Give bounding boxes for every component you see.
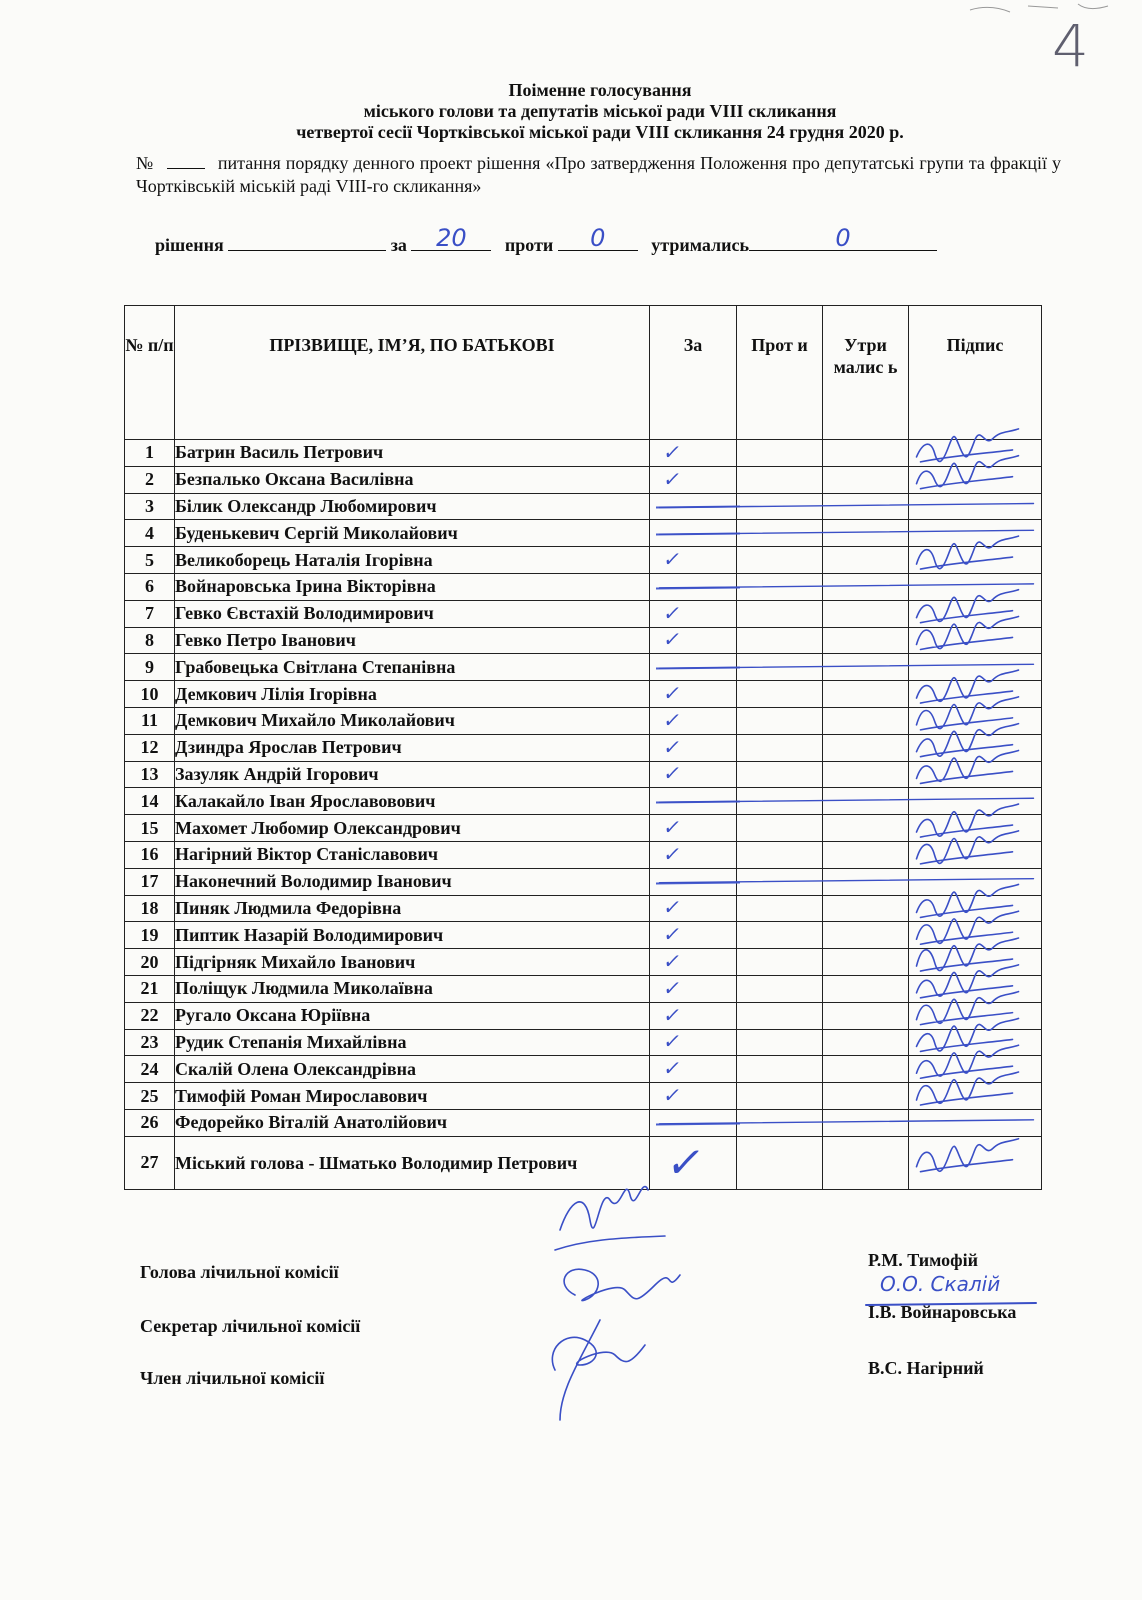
vote-for-cell: [650, 975, 737, 1002]
vote-against-cell: [737, 975, 823, 1002]
vote-abstained-cell: [823, 1136, 909, 1189]
deputy-name: Буденькевич Сергій Миколайович: [175, 520, 650, 547]
deputy-name: Підгірняк Михайло Іванович: [175, 949, 650, 976]
row-number: 10: [125, 681, 175, 708]
signature-cell: [909, 895, 1042, 922]
table-header-row: [125, 306, 1042, 440]
vote-for-cell: [650, 547, 737, 574]
deputy-name: Дзиндра Ярослав Петрович: [175, 734, 650, 761]
vote-for-cell: [650, 868, 737, 895]
signature-cell: [909, 1002, 1042, 1029]
deputy-name: Пиняк Людмила Федорівна: [175, 895, 650, 922]
signature-cell: [909, 440, 1042, 467]
vote-against-cell: [737, 788, 823, 815]
row-number: 13: [125, 761, 175, 788]
vote-for-cell: [650, 573, 737, 600]
row-number: 18: [125, 895, 175, 922]
vote-abstained-cell: [823, 681, 909, 708]
vote-abstained-cell: [823, 707, 909, 734]
signature-cell: [909, 520, 1042, 547]
vote-for-cell: [650, 1083, 737, 1110]
signature-cell: [909, 1109, 1042, 1136]
row-number: 9: [125, 654, 175, 681]
signature-cell: [909, 1083, 1042, 1110]
signature-cell: [909, 788, 1042, 815]
row-number: 22: [125, 1002, 175, 1029]
vote-abstained-cell: [823, 868, 909, 895]
vote-against-cell: [737, 440, 823, 467]
vote-for-cell: [650, 466, 737, 493]
checkmark-icon: ✓: [661, 761, 684, 786]
vote-for-cell: [650, 1109, 737, 1136]
signature-cell: [909, 573, 1042, 600]
vote-for-cell: [650, 734, 737, 761]
table-row: [125, 761, 1042, 788]
deputy-name: Великоборець Наталія Ігорівна: [175, 547, 650, 574]
deputy-name: Скалій Олена Олександрівна: [175, 1056, 650, 1083]
vote-abstained-cell: [823, 627, 909, 654]
col-header-against: Прот и: [737, 306, 823, 440]
checkmark-icon: ✓: [661, 975, 684, 1000]
row-number: 23: [125, 1029, 175, 1056]
chair-name: Р.М. Тимофій: [868, 1250, 979, 1270]
checkmark-icon: ✓: [661, 815, 684, 840]
table-row: [125, 1109, 1042, 1136]
table-row: [125, 600, 1042, 627]
table-row: [125, 788, 1042, 815]
deputy-name: Міський голова - Шматько Володимир Петрович: [175, 1136, 650, 1189]
row-number: 6: [125, 573, 175, 600]
table-body: [125, 440, 1042, 1190]
checkmark-icon: ✓: [661, 1029, 684, 1054]
commission-signature-1: [555, 1187, 665, 1250]
deputy-name: Батрин Василь Петрович: [175, 440, 650, 467]
deputy-name: Войнаровська Ірина Вікторівна: [175, 573, 650, 600]
signature-cell: [909, 707, 1042, 734]
vote-for-cell: [650, 815, 737, 842]
vote-for-cell: [650, 1136, 737, 1189]
vote-for-cell: [650, 681, 737, 708]
vote-against-cell: [737, 1136, 823, 1189]
row-number: 19: [125, 922, 175, 949]
absent-dash-line: [656, 667, 740, 670]
table-row: [125, 440, 1042, 467]
for-label: за: [390, 235, 407, 255]
checkmark-icon: ✓: [661, 1083, 684, 1108]
vote-against-cell: [737, 1056, 823, 1083]
against-field: [558, 224, 638, 252]
vote-abstained-cell: [823, 1002, 909, 1029]
member-label: Член лічильної комісії: [140, 1368, 325, 1388]
col-header-num: № п/п: [125, 306, 175, 440]
table-row: [125, 1029, 1042, 1056]
handwritten-page-number: 4: [1052, 12, 1089, 80]
abstained-field: [749, 224, 937, 252]
vote-abstained-cell: [823, 440, 909, 467]
table-row: [125, 1056, 1042, 1083]
vote-abstained-cell: [823, 654, 909, 681]
row-number: 4: [125, 520, 175, 547]
signature-cell: [909, 868, 1042, 895]
checkmark-icon: ✓: [661, 681, 684, 706]
checkmark-icon: ✓: [661, 466, 684, 491]
deputy-name: Тимофій Роман Мирославович: [175, 1083, 650, 1110]
decision-blank: [228, 232, 386, 251]
col-header-name: ПРІЗВИЩЕ, ІМ’Я, ПО БАТЬКОВІ: [175, 306, 650, 440]
absent-dash-line: [656, 801, 740, 804]
deputy-name: Безпалько Оксана Василівна: [175, 466, 650, 493]
row-number: 3: [125, 493, 175, 520]
signature-cell: [909, 493, 1042, 520]
deputy-name: Демкович Михайло Миколайович: [175, 707, 650, 734]
vote-for-cell: [650, 1002, 737, 1029]
vote-abstained-cell: [823, 573, 909, 600]
deputy-name: Нагірний Віктор Станіславович: [175, 841, 650, 868]
decision-label: рішення: [155, 235, 224, 255]
absent-dash-line: [656, 1122, 740, 1125]
vote-against-cell: [737, 815, 823, 842]
vote-for-cell: [650, 788, 737, 815]
question-text: питання порядку денного проект рішення «Про затвердження Положення про депутатські групи та фракції у Чортківській міській раді VIII-го скликання»: [136, 153, 1062, 196]
secretary-replacement-note: О.О. Скалій: [880, 1272, 1001, 1296]
signature-cell: [909, 949, 1042, 976]
table-row: [125, 1083, 1042, 1110]
chair-label: Голова лічильної комісії: [140, 1262, 339, 1282]
table-row: [125, 895, 1042, 922]
deputy-name: Грабовецька Світлана Степанівна: [175, 654, 650, 681]
row-number: 7: [125, 600, 175, 627]
against-value: 0: [590, 224, 606, 252]
signature-cell: [909, 1136, 1042, 1189]
vote-against-cell: [737, 600, 823, 627]
agenda-question: [136, 150, 1061, 198]
vote-against-cell: [737, 949, 823, 976]
secretary-label: Секретар лічильної комісії: [140, 1316, 361, 1336]
for-value: 20: [436, 224, 467, 252]
table-row: [125, 815, 1042, 842]
vote-for-cell: [650, 520, 737, 547]
signature-cell: [909, 1056, 1042, 1083]
checkmark-icon: ✓: [661, 734, 684, 759]
deputy-name: Калакайло Іван Ярославовович: [175, 788, 650, 815]
vote-against-cell: [737, 922, 823, 949]
vote-for-cell: [650, 707, 737, 734]
vote-abstained-cell: [823, 975, 909, 1002]
vote-result-line: [155, 224, 1055, 256]
checkmark-icon: ✓: [661, 1002, 684, 1027]
table-row: [125, 681, 1042, 708]
absent-dash-line: [656, 506, 740, 509]
deputy-name: Гевко Євстахій Володимирович: [175, 600, 650, 627]
checkmark-icon: ✓: [661, 922, 684, 947]
vote-for-cell: [650, 841, 737, 868]
signature-cell: [909, 1029, 1042, 1056]
vote-for-cell: [650, 1056, 737, 1083]
table-row: [125, 547, 1042, 574]
table-row: [125, 654, 1042, 681]
member-name: В.С. Нагірний: [868, 1358, 984, 1378]
vote-for-cell: [650, 922, 737, 949]
signature-cell: [909, 734, 1042, 761]
row-number: 24: [125, 1056, 175, 1083]
row-number: 25: [125, 1083, 175, 1110]
checkmark-icon: ✓: [661, 841, 684, 866]
table-row: [125, 841, 1042, 868]
vote-abstained-cell: [823, 895, 909, 922]
vote-for-cell: [650, 493, 737, 520]
for-field: [411, 224, 491, 252]
checkmark-icon: ✓: [662, 1137, 709, 1187]
header-line-3: четвертої сесії Чортківської міської ради VIII скликання 24 грудня 2020 р.: [296, 122, 904, 142]
vote-against-cell: [737, 1083, 823, 1110]
checkmark-icon: ✓: [661, 547, 684, 572]
vote-abstained-cell: [823, 734, 909, 761]
vote-abstained-cell: [823, 1083, 909, 1110]
vote-abstained-cell: [823, 761, 909, 788]
checkmark-icon: ✓: [661, 949, 684, 974]
signature-cell: [909, 654, 1042, 681]
vote-against-cell: [737, 520, 823, 547]
vote-for-cell: [650, 761, 737, 788]
absent-dash-line: [656, 586, 740, 589]
row-number: 5: [125, 547, 175, 574]
deputy-name: Демкович Лілія Ігорівна: [175, 681, 650, 708]
table-row: [125, 1002, 1042, 1029]
absent-dash-line: [656, 881, 740, 884]
vote-abstained-cell: [823, 815, 909, 842]
document-header: [140, 80, 1060, 143]
col-header-for: За: [650, 306, 737, 440]
table-row: [125, 493, 1042, 520]
against-label: проти: [504, 235, 554, 255]
deputy-name: Поліщук Людмила Миколаївна: [175, 975, 650, 1002]
deputy-name: Білик Олександр Любомирович: [175, 493, 650, 520]
vote-against-cell: [737, 627, 823, 654]
vote-against-cell: [737, 493, 823, 520]
abstained-label: утримались: [651, 235, 749, 255]
signature-cell: [909, 922, 1042, 949]
deputy-name: Федорейко Віталій Анатолійович: [175, 1109, 650, 1136]
deputy-name: Гевко Петро Іванович: [175, 627, 650, 654]
row-number: 20: [125, 949, 175, 976]
signature-cell: [909, 975, 1042, 1002]
corner-scribble: [968, 0, 1128, 20]
header-line-2: міського голови та депутатів міської ради VIII скликання: [363, 101, 837, 121]
table-row: [125, 975, 1042, 1002]
vote-abstained-cell: [823, 1109, 909, 1136]
row-number: 15: [125, 815, 175, 842]
secretary-name: І.В. Войнаровська: [868, 1302, 1017, 1322]
table-row: [125, 520, 1042, 547]
table-row: [125, 868, 1042, 895]
vote-against-cell: [737, 681, 823, 708]
checkmark-icon: ✓: [661, 627, 684, 652]
vote-for-cell: [650, 600, 737, 627]
row-number: 21: [125, 975, 175, 1002]
vote-against-cell: [737, 1109, 823, 1136]
vote-against-cell: [737, 841, 823, 868]
checkmark-icon: ✓: [661, 895, 684, 920]
vote-for-cell: [650, 440, 737, 467]
vote-against-cell: [737, 895, 823, 922]
row-number: 16: [125, 841, 175, 868]
vote-against-cell: [737, 547, 823, 574]
deputy-name: Махомет Любомир Олександрович: [175, 815, 650, 842]
commission-signature-2: [564, 1269, 680, 1300]
vote-abstained-cell: [823, 466, 909, 493]
row-number: 8: [125, 627, 175, 654]
vote-against-cell: [737, 1002, 823, 1029]
vote-for-cell: [650, 654, 737, 681]
deputy-name: Рудик Степанія Михайлівна: [175, 1029, 650, 1056]
vote-against-cell: [737, 466, 823, 493]
vote-abstained-cell: [823, 922, 909, 949]
deputy-name: Наконечний Володимир Іванович: [175, 868, 650, 895]
vote-abstained-cell: [823, 493, 909, 520]
vote-for-cell: [650, 1029, 737, 1056]
table-row: [125, 922, 1042, 949]
vote-against-cell: [737, 761, 823, 788]
vote-for-cell: [650, 895, 737, 922]
table-row: [125, 627, 1042, 654]
signature-cell: [909, 466, 1042, 493]
row-number: 2: [125, 466, 175, 493]
row-number: 17: [125, 868, 175, 895]
vote-against-cell: [737, 654, 823, 681]
vote-abstained-cell: [823, 1029, 909, 1056]
signature-cell: [909, 841, 1042, 868]
row-number: 11: [125, 707, 175, 734]
roll-call-table: [124, 305, 1042, 1190]
signature-cell: [909, 815, 1042, 842]
table-row: [125, 707, 1042, 734]
col-header-abstained: Утри малис ь: [823, 306, 909, 440]
vote-against-cell: [737, 707, 823, 734]
deputy-name: Пиптик Назарій Володимирович: [175, 922, 650, 949]
vote-abstained-cell: [823, 949, 909, 976]
vote-against-cell: [737, 734, 823, 761]
signature-cell: [909, 681, 1042, 708]
vote-for-cell: [650, 949, 737, 976]
vote-against-cell: [737, 1029, 823, 1056]
vote-abstained-cell: [823, 841, 909, 868]
table-row: [125, 1136, 1042, 1189]
table-row: [125, 466, 1042, 493]
deputy-name: Зазуляк Андрій Ігорович: [175, 761, 650, 788]
vote-abstained-cell: [823, 547, 909, 574]
abstained-value: 0: [835, 224, 851, 252]
checkmark-icon: ✓: [661, 600, 684, 625]
checkmark-icon: ✓: [661, 1056, 684, 1081]
vote-abstained-cell: [823, 788, 909, 815]
row-number: 14: [125, 788, 175, 815]
table-row: [125, 949, 1042, 976]
signature-cell: [909, 547, 1042, 574]
question-number-blank: [167, 150, 205, 169]
signature-cell: [909, 627, 1042, 654]
row-number: 26: [125, 1109, 175, 1136]
commission-signature-3: [552, 1320, 645, 1420]
checkmark-icon: ✓: [661, 707, 684, 732]
vote-for-cell: [650, 627, 737, 654]
table-row: [125, 573, 1042, 600]
signature-cell: [909, 761, 1042, 788]
document-title: Поіменне голосування: [508, 80, 692, 100]
vote-abstained-cell: [823, 1056, 909, 1083]
checkmark-icon: ✓: [661, 439, 684, 464]
signature-cell: [909, 600, 1042, 627]
vote-abstained-cell: [823, 600, 909, 627]
row-number: 27: [125, 1136, 175, 1189]
absent-dash-line: [656, 533, 740, 536]
vote-abstained-cell: [823, 520, 909, 547]
table-row: [125, 734, 1042, 761]
row-number: 1: [125, 440, 175, 467]
row-number: 12: [125, 734, 175, 761]
question-number-label: №: [136, 153, 154, 173]
deputy-name: Ругало Оксана Юріївна: [175, 1002, 650, 1029]
col-header-signature: Підпис: [909, 306, 1042, 440]
vote-against-cell: [737, 573, 823, 600]
vote-against-cell: [737, 868, 823, 895]
